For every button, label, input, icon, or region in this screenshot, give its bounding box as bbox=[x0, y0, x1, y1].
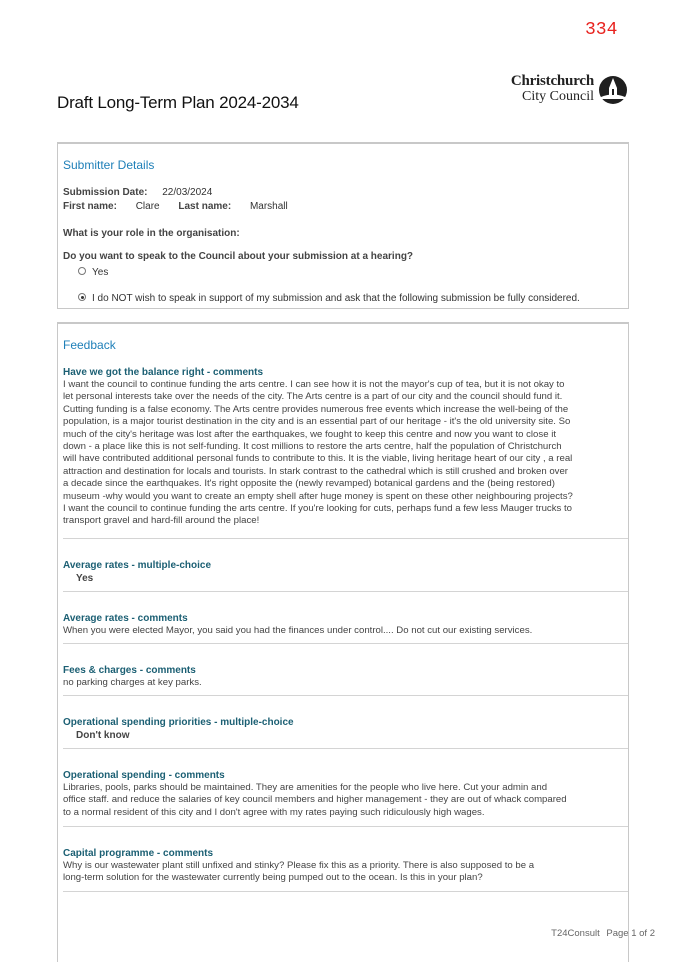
name-row bbox=[63, 201, 288, 212]
feedback-answer: I want the council to continue funding the arts centre. I can see how it is not the mayor's cup of tea, but it is not okay to let personal interests take over the needs of the city. The Arts centre is a part of our city and the council should fund it. Cutting funding is a false economy. The Arts centre provides numerous free events which increase the well-being of the population, is a major tourist destination in the city and is an essential part of our heritage - it's the old university site. So much of the city's heritage was lost after the earthquakes, we fought to keep this centre and now you want to close it down - a place like this is not self-funding. It cost millions to restore the arts centre, half the population of Christchurch will have contributed additional personal funds to contribute to this. It is the viable, living heritage heart of our city , a real attraction and destination for locals and tourists. In stark contrast to the cathedral which is still crushed and broken over a decade since the earthquakes. It's right opposite the (newly revamped) botanical gardens and the (being restored) museum -why would you want to create an empty shell after huge money is spent on these other neighbouring projects? I want the council to continue funding the arts centre. If you're looking for cuts, perhaps fund a few less Mauger trucks to transport gravel and hard-fill around the place! bbox=[63, 379, 573, 527]
divider bbox=[63, 748, 628, 749]
feedback-question: Average rates - comments bbox=[63, 613, 188, 624]
feedback-item-operational-spending bbox=[63, 770, 625, 819]
logo-line-2: City Council bbox=[522, 89, 594, 104]
divider bbox=[63, 643, 628, 644]
feedback-item-capital-programme bbox=[63, 848, 625, 885]
divider bbox=[63, 826, 628, 827]
feedback-question: Capital programme - comments bbox=[63, 848, 214, 859]
cathedral-logo-icon bbox=[598, 75, 628, 105]
first-name-value: Clare bbox=[135, 201, 160, 212]
feedback-item-average-rates-choice bbox=[63, 560, 625, 585]
feedback-item-operational-priorities bbox=[63, 717, 625, 742]
feedback-question: Fees & charges - comments bbox=[63, 665, 196, 676]
radio-yes[interactable] bbox=[78, 267, 86, 275]
submission-date-value: 22/03/2024 bbox=[162, 187, 213, 198]
divider bbox=[63, 695, 628, 696]
submission-date-label: Submission Date: bbox=[63, 187, 148, 198]
feedback-answer: Libraries, pools, parks should be maintained. They are amenities for the people who live here. Cut your admin and office staff. and reduce the salaries of key council members and higher management - they are out of whack compared to a normal resident of this city and I don't agree with my rates paying such ridiculously high wages. bbox=[63, 782, 567, 818]
feedback-question: Operational spending priorities - multiple-choice bbox=[63, 717, 294, 728]
divider bbox=[63, 538, 628, 539]
feedback-item-average-rates-comments bbox=[63, 613, 625, 637]
page-number: 334 bbox=[585, 20, 618, 40]
feedback-answer: Why is our wastewater plant still unfixed and stinky? Please fix this as a priority. There is also supposed to be a long-term solution for the wastewater currently being pumped out to the ocean. Is this in your plan? bbox=[63, 860, 535, 884]
council-logo bbox=[498, 74, 630, 108]
feedback-answer: no parking charges at key parks. bbox=[63, 677, 202, 688]
feedback-choice: Yes bbox=[76, 573, 94, 584]
role-question: What is your role in the organisation: bbox=[63, 228, 240, 239]
footer-app: T24Consult bbox=[551, 928, 600, 939]
hearing-option-yes-label: Yes bbox=[92, 267, 109, 278]
document-title: Draft Long-Term Plan 2024-2034 bbox=[57, 93, 299, 112]
last-name-label: Last name: bbox=[178, 201, 232, 212]
hearing-option-no-label: I do NOT wish to speak in support of my submission and ask that the following submission be fully considered. bbox=[92, 293, 580, 304]
feedback-question: Average rates - multiple-choice bbox=[63, 560, 212, 571]
last-name-value: Marshall bbox=[249, 201, 288, 212]
feedback-panel bbox=[57, 322, 629, 962]
feedback-item-balance bbox=[63, 367, 625, 528]
hearing-option-no[interactable] bbox=[78, 293, 580, 304]
hearing-question: Do you want to speak to the Council about your submission at a hearing? bbox=[63, 251, 414, 262]
feedback-question: Have we got the balance right - comments bbox=[63, 367, 264, 378]
hearing-option-yes[interactable] bbox=[78, 267, 108, 278]
logo-line-1: Christchurch bbox=[510, 73, 594, 89]
feedback-question: Operational spending - comments bbox=[63, 770, 225, 781]
feedback-item-fees-charges bbox=[63, 665, 625, 689]
footer-page: Page 1 of 2 bbox=[606, 928, 655, 939]
submission-date-row bbox=[63, 187, 212, 198]
feedback-heading: Feedback bbox=[63, 338, 116, 352]
submitter-heading: Submitter Details bbox=[63, 158, 155, 172]
feedback-choice: Don't know bbox=[76, 730, 130, 741]
submitter-details-panel bbox=[57, 142, 629, 309]
radio-no[interactable] bbox=[78, 293, 86, 301]
divider bbox=[63, 891, 628, 892]
divider bbox=[63, 591, 628, 592]
feedback-answer: When you were elected Mayor, you said you had the finances under control.... Do not cut our existing services. bbox=[63, 625, 533, 636]
first-name-label: First name: bbox=[63, 201, 117, 212]
page-footer bbox=[551, 928, 655, 939]
